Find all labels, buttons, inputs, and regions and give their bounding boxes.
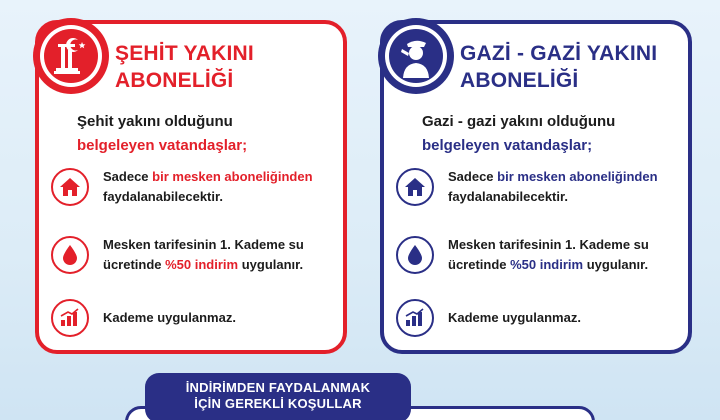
benefit-single-subscription: Sadece bir mesken aboneliğinden faydalanabilecektir.: [396, 167, 658, 207]
bar-chart-icon: [51, 299, 89, 337]
benefit-no-tier: Kademe uygulanmaz.: [51, 299, 236, 337]
veteran-relative-card: [380, 20, 692, 354]
benefit-discount: Mesken tarifesinin 1. Kademe su ücretinde %50 indirim uygulanır.: [396, 235, 649, 275]
water-drop-icon: [51, 236, 89, 274]
card-intro: Gazi - gazi yakını olduğunu belgeleyen vatandaşlar;: [422, 113, 616, 154]
martyr-monument-icon: [44, 29, 98, 83]
house-icon: [396, 168, 434, 206]
martyr-relative-card: [35, 20, 347, 354]
benefit-discount: Mesken tarifesinin 1. Kademe su ücretinde %50 indirim uygulanır.: [51, 235, 304, 275]
card-title: GAZİ - GAZİ YAKINI ABONELİĞİ: [460, 42, 658, 92]
water-drop-icon: [396, 236, 434, 274]
benefit-single-subscription: Sadece bir mesken aboneliğinden faydalanabilecektir.: [51, 167, 313, 207]
martyr-badge: [33, 18, 109, 94]
bar-chart-icon: [396, 299, 434, 337]
conditions-heading: İNDİRİMDEN FAYDALANMAK İÇİN GEREKLİ KOŞULLAR: [145, 373, 411, 420]
saluting-soldier-icon: [389, 29, 443, 83]
house-icon: [51, 168, 89, 206]
veteran-badge: [378, 18, 454, 94]
benefit-no-tier: Kademe uygulanmaz.: [396, 299, 581, 337]
card-intro: Şehit yakını olduğunu belgeleyen vatandaşlar;: [77, 113, 248, 154]
card-title: ŞEHİT YAKINI ABONELİĞİ: [115, 42, 254, 92]
